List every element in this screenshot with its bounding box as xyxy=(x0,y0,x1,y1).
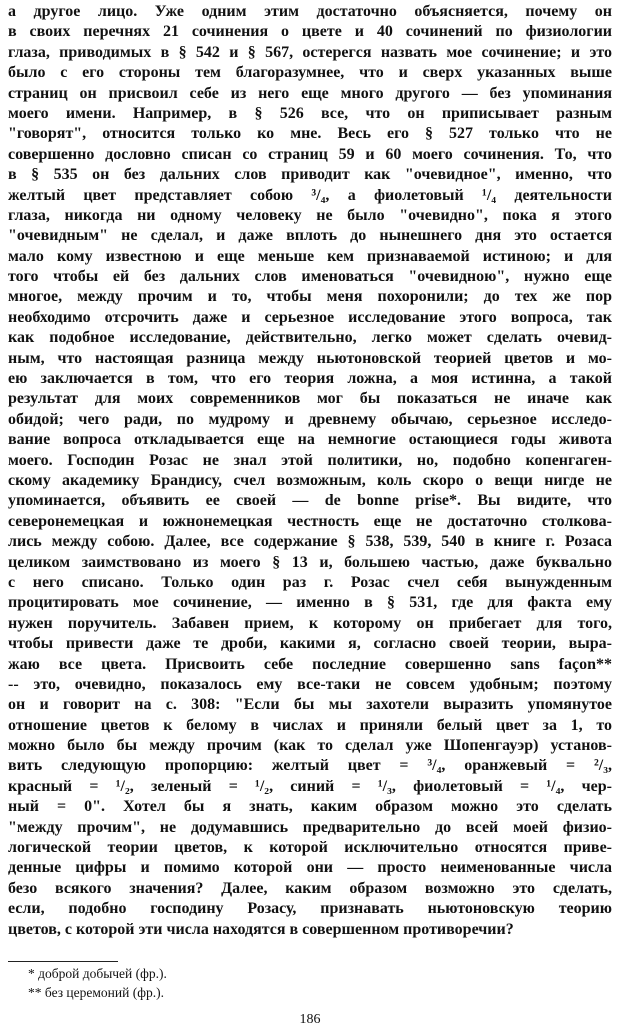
text-line: вание вопроса откладывается еще на немногие остающиеся годы живота xyxy=(8,431,612,449)
text-line: он и говорит на с. 308: "Если бы мы захотели выразить упомянутое xyxy=(8,696,612,714)
text-line: северонемецкая и южнонемецкая честность еще не достаточно столкова- xyxy=(8,512,612,530)
text-line: можно было бы между прочим (как то сделал уже Шопенгауэр) установ- xyxy=(8,737,612,755)
text-line: вить следующую пропорцию: желтый цвет = ³/₄, оранжевый = ²/₃, xyxy=(8,757,612,775)
text-line: нужен поручитель. Забавен прием, к которому он прибегает для того, xyxy=(8,614,612,632)
text-line: было с его стороны тем благоразумнее, что и сверх указанных выше xyxy=(8,64,612,82)
text-line: красный = ¹/₂, зеленый = ¹/₂, синий = ¹/₃, фиолетовый = ¹/₄, чер- xyxy=(8,777,612,795)
text-line: с него списано. Только один раз г. Розас счел себя вынужденным xyxy=(8,573,612,591)
body-text xyxy=(8,2,612,940)
page-number: 186 xyxy=(299,1012,321,1027)
text-line: результат для моих современников мог бы показаться не иначе как xyxy=(8,390,612,408)
text-line: жаю все цвета. Присвоить себе последние совершенно sans façon** xyxy=(8,655,612,673)
text-line: глаза, никогда ни одному человеку не было "очевидно", пока я этого xyxy=(8,206,612,224)
text-line: глаза, приводимых в § 542 и § 567, остерегся назвать мое сочинение; и это xyxy=(8,43,612,61)
text-line: в своих перечнях 21 сочинения о цвете и 40 сочинений по физиологии xyxy=(8,23,612,41)
text-line: упоминается, объявить ее своей — de bonne prise*. Вы видите, что xyxy=(8,492,612,510)
text-line: денные цифры и помимо которой они — просто неименованные числа xyxy=(8,859,612,877)
text-line: "очевидным" не сделал, и даже вплоть до нынешнего дня это остается xyxy=(8,227,612,245)
text-line: мало кому известною и еще меньше кем признаваемой истиною; и для xyxy=(8,247,612,265)
text-line: лись между собою. Далее, все содержание § 538, 539, 540 в книге г. Розаса xyxy=(8,533,612,551)
footnote-2: ** без церемоний (фр.). xyxy=(28,985,164,1000)
text-line: ный = 0". Хотел бы я знать, каким образом можно это сделать xyxy=(8,798,612,816)
text-line: процитировать мое сочинение, — именно в § 531, где для факта ему xyxy=(8,594,612,612)
text-line: чтобы привести даже те дроби, какими я, согласно своей теории, выра- xyxy=(8,635,612,653)
text-line: ею заключается в том, что его теория ложна, а моя истинна, а такой xyxy=(8,370,612,388)
text-line: "говорят", относится только ко мне. Весь его § 527 только что не xyxy=(8,125,612,143)
text-line: желтый цвет представляет собою ³/₄, а фиолетовый ¹/₄ деятельности xyxy=(8,186,612,204)
text-line: страниц он присвоил себе из него еще много другого — без упоминания xyxy=(8,84,612,102)
text-line: -- это, очевидно, показалось ему все-таки не совсем удобным; поэтому xyxy=(8,675,612,693)
text-line: скому академику Брандису, счел возможным, коль скоро о вещи нигде не xyxy=(8,471,612,489)
text-line: логической теории цветов, к которой исключительно относятся приве- xyxy=(8,839,612,857)
text-line: безо всякого значения? Далее, каким образом возможно это сделать, xyxy=(8,879,612,897)
text-line: как подобное исследование, действительно, легко может сделать очевид- xyxy=(8,329,612,347)
text-line: того чтобы ей без дальних слов именоваться "очевидною", нужно еще xyxy=(8,268,612,286)
text-line: "между прочим", не додумавшись предварительно до всей моей физио- xyxy=(8,818,612,836)
text-line: если, подобно господину Розасу, признавать ньютоновскую теорию xyxy=(8,900,612,918)
text-line: цветов, с которой эти числа находятся в совершенном противоречии? xyxy=(8,920,514,938)
text-line: обидой; чего ради, по мудрому и древнему обычаю, серьезное исследо- xyxy=(8,410,612,428)
text-line: моего имени. Например, в § 526 все, что он приписывает разным xyxy=(8,104,612,122)
text-line: целиком заимствовано из моего § 13 и, большею частью, даже буквально xyxy=(8,553,612,571)
text-line: совершенно дословно списан со страниц 59 и 60 моего сочинения. То, что xyxy=(8,145,612,163)
text-line: моего. Господин Розас не знал этой политики, но, подобно копенгаген- xyxy=(8,451,612,469)
text-line: в § 535 он без дальних слов приводит как "очевидное", именно, что xyxy=(8,166,612,184)
text-line: необходимо отсрочить даже и серьезное исследование этого вопроса, так xyxy=(8,308,612,326)
text-line: отношение цветов к белому в числах и приняли белый цвет за 1, то xyxy=(8,716,612,734)
footnote-divider xyxy=(8,961,118,962)
footnote-1: * доброй добычей (фр.). xyxy=(28,966,167,981)
text-line: ным, что настоящая разница между ньютоновской теорией цветов и мо- xyxy=(8,349,612,367)
text-line: а другое лицо. Уже одним этим достаточно объясняется, почему он xyxy=(8,3,612,20)
text-line: многое, между прочим и то, чтобы меня похоронили; до тех же пор xyxy=(8,288,612,306)
